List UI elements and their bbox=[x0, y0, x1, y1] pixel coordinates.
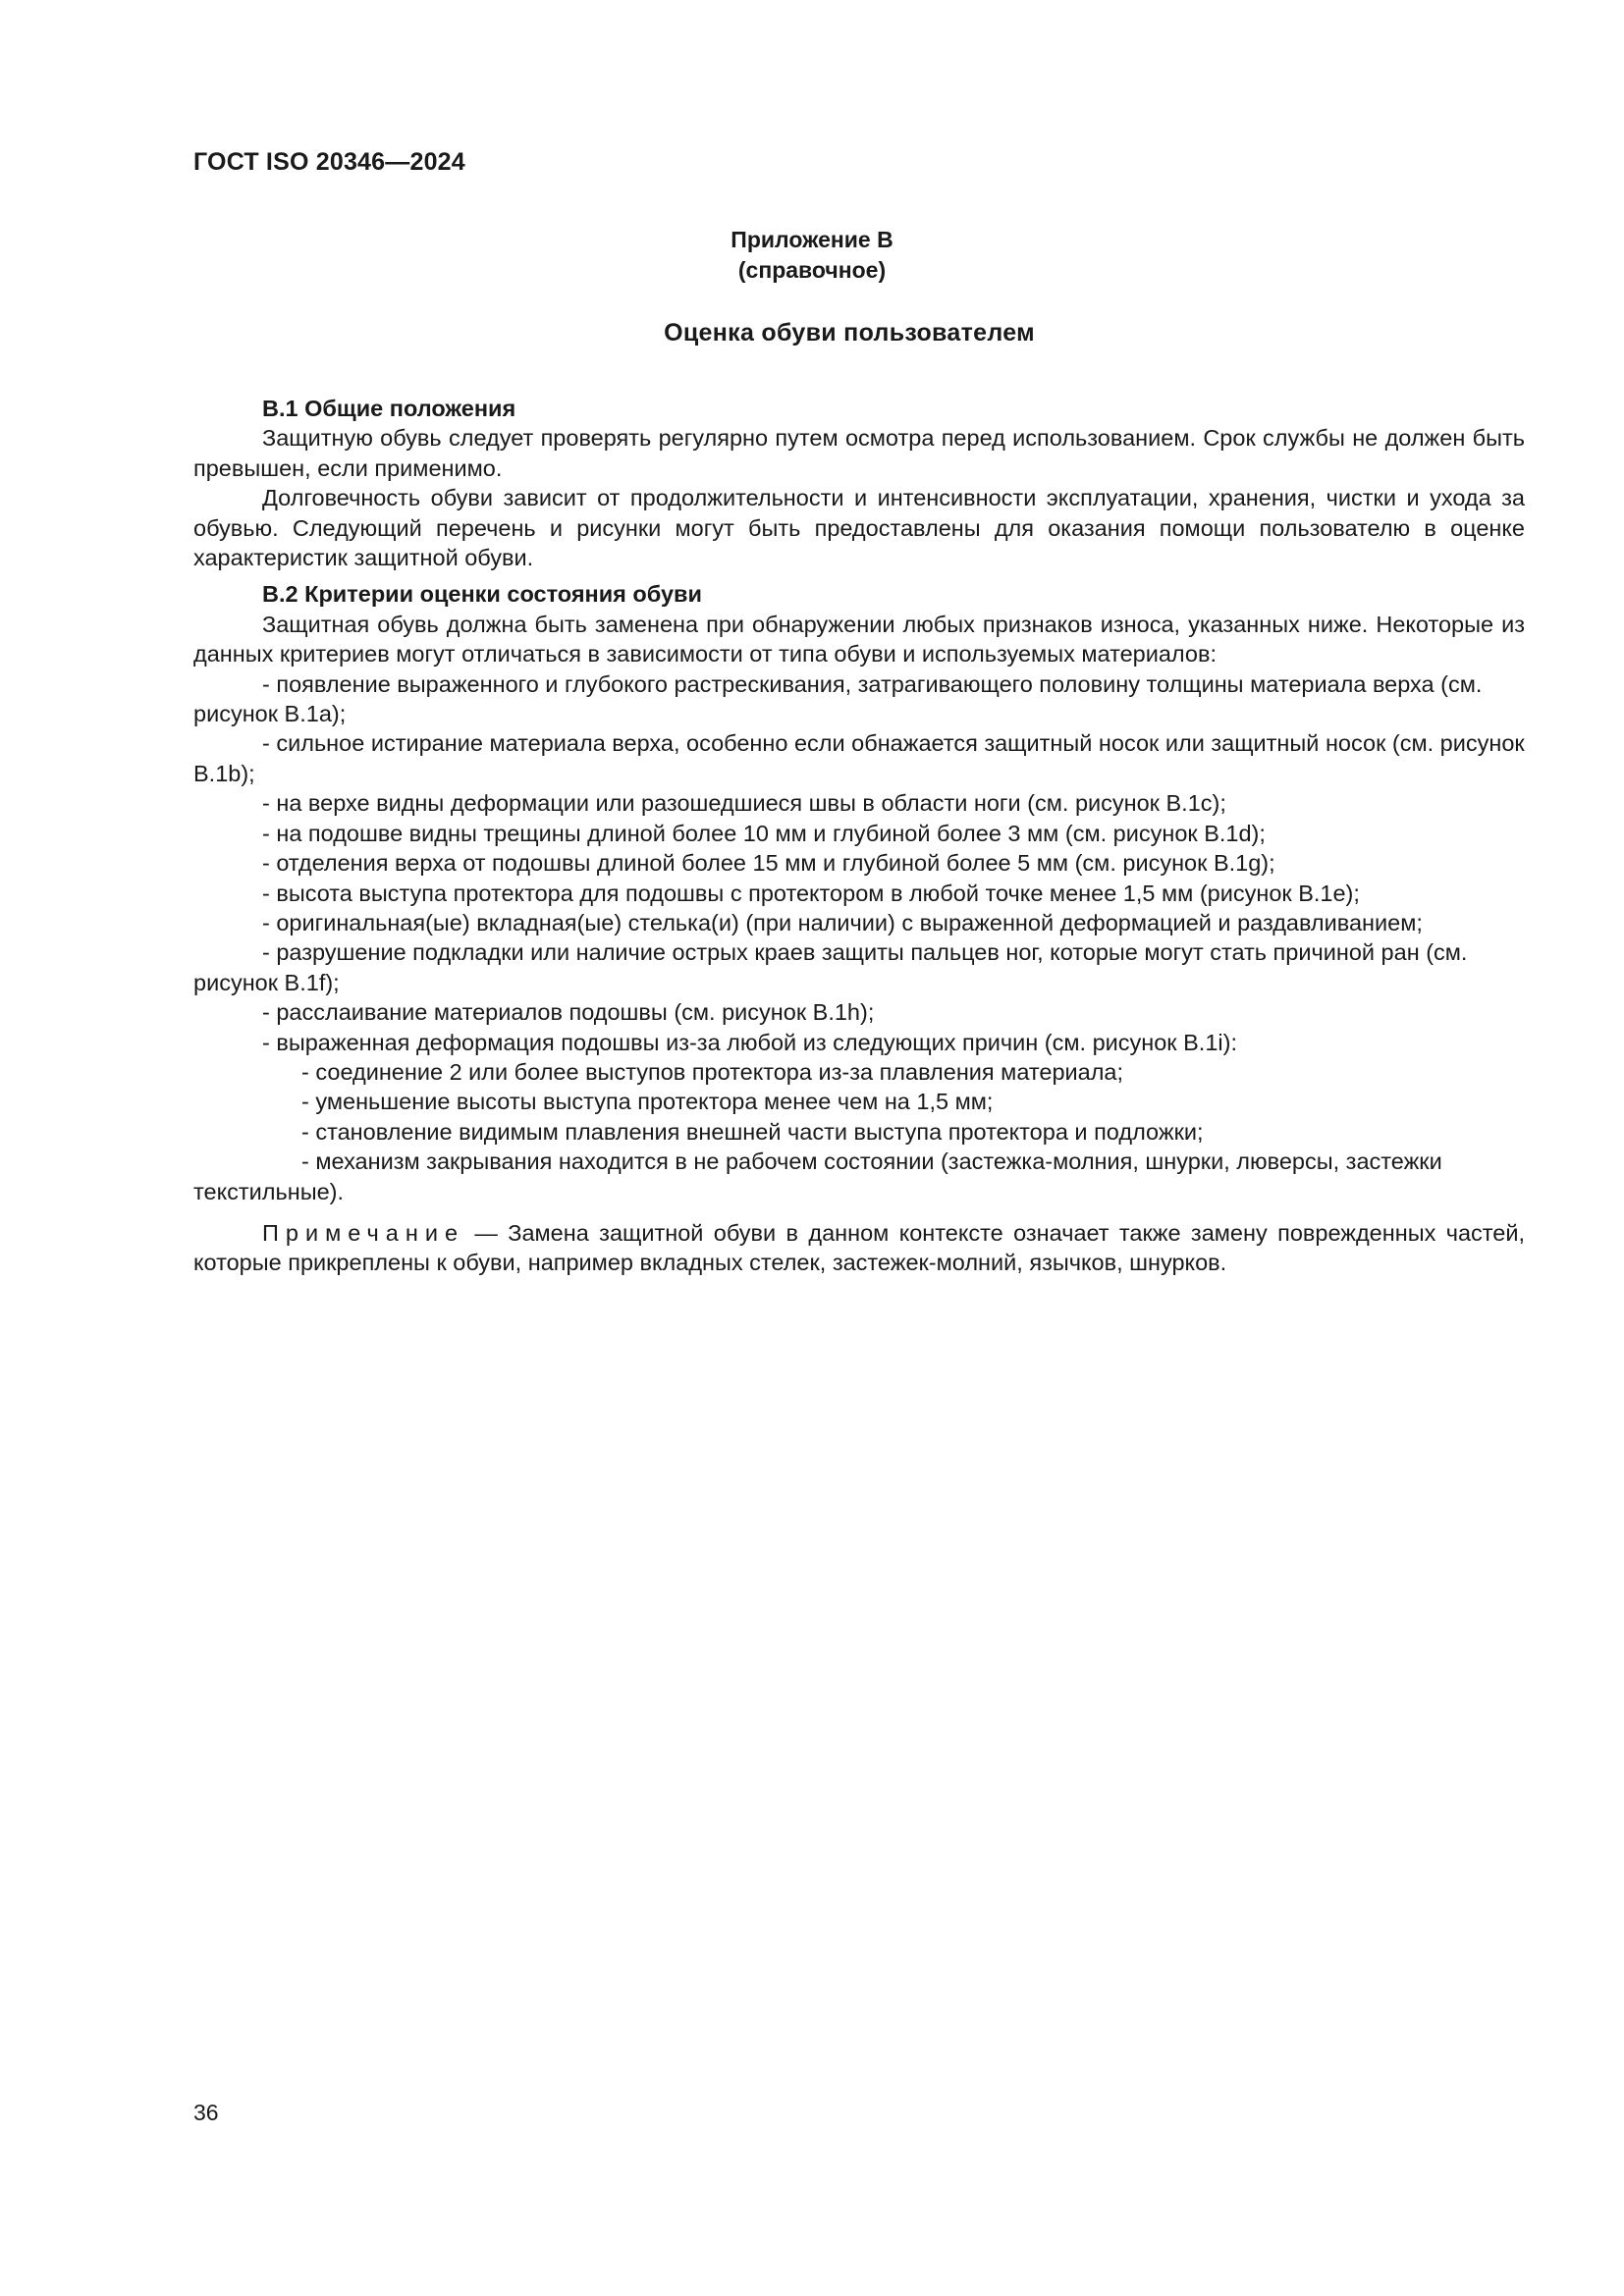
page-number: 36 bbox=[193, 2100, 219, 2125]
document-body bbox=[193, 394, 1525, 1278]
paragraph: Долговечность обуви зависит от продолжительности и интенсивности эксплуатации, хранения, чистки и ухода за обувью. Следующий перечень и рисунки могут быть предоставлены для оказания помощи пользователю в оценке характеристик защитной обуви. bbox=[193, 485, 1525, 571]
sub-list-item: - соединение 2 или более выступов протектора из-за плавления материала; bbox=[301, 1058, 1124, 1085]
sub-list-item: - механизм закрывания находится в не рабочем состоянии (застежка-молния, шнурки, люверсы, застежки текстильные). bbox=[193, 1148, 1442, 1204]
list-item: - выраженная деформация подошвы из-за любой из следующих причин (см. рисунок B.1i): bbox=[262, 1029, 1237, 1055]
document-title: Оценка обуви пользователем bbox=[664, 319, 1035, 347]
standard-header: ГОСТ ISO 20346—2024 bbox=[193, 148, 465, 176]
note-text: Замена защитной обуви в данном контексте означает также замену поврежденных частей, которые прикреплены к обуви, например вкладных стелек, застежек-молний, язычков, шнурков. bbox=[193, 1219, 1525, 1276]
sub-list-item: - становление видимым плавления внешней части выступа протектора и подложки; bbox=[301, 1118, 1204, 1145]
list-item: - на подошве видны трещины длиной более 10 мм и глубиной более 3 мм (см. рисунок B.1d); bbox=[262, 820, 1266, 846]
appendix-type: (справочное) bbox=[737, 257, 887, 283]
list-item: - разрушение подкладки или наличие острых краев защиты пальцев ног, которые могут стать причиной ран (см. рисунок B.1f); bbox=[193, 939, 1468, 995]
list-item: - отделения верха от подошвы длиной более 15 мм и глубиной более 5 мм (см. рисунок B.1g); bbox=[262, 850, 1275, 877]
list-item: - сильное истирание материала верха, особенно если обнажается защитный носок или защитный носок (см. рисунок B.1b); bbox=[193, 730, 1525, 786]
section-heading-b1: B.1 Общие положения bbox=[262, 396, 516, 421]
list-item: - расслаивание материалов подошвы (см. рисунок B.1h); bbox=[262, 999, 875, 1026]
list-item: - появление выраженного и глубокого растрескивания, затрагивающего половину толщины материала верха (см. рисунок B.1a); bbox=[193, 670, 1483, 727]
list-item: - на верхе видны деформации или разошедшиеся швы в области ноги (см. рисунок B.1c); bbox=[262, 790, 1226, 817]
section-heading-b2: B.2 Критерии оценки состояния обуви bbox=[262, 581, 702, 608]
note bbox=[193, 1218, 1525, 1278]
appendix-title: Приложение B bbox=[731, 227, 893, 252]
paragraph: Защитную обувь следует проверять регулярно путем осмотра перед использованием. Срок службы не должен быть превышен, если применимо. bbox=[193, 425, 1525, 481]
paragraph: Защитная обувь должна быть заменена при обнаружении любых признаков износа, указанных ниже. Некоторые из данных критериев могут отличаться в зависимости от типа обуви и используемых материалов: bbox=[193, 611, 1525, 667]
list-item: - оригинальная(ые) вкладная(ые) стелька(и) (при наличии) с выраженной деформацией и раздавливанием; bbox=[262, 909, 1423, 935]
note-label: Примечание bbox=[262, 1219, 465, 1246]
sub-list-item: - уменьшение высоты выступа протектора менее чем на 1,5 мм; bbox=[301, 1089, 994, 1115]
list-item: - высота выступа протектора для подошвы с протектором в любой точке менее 1,5 мм (рисунок B.1e); bbox=[262, 880, 1360, 906]
note-dash: — bbox=[464, 1219, 509, 1246]
